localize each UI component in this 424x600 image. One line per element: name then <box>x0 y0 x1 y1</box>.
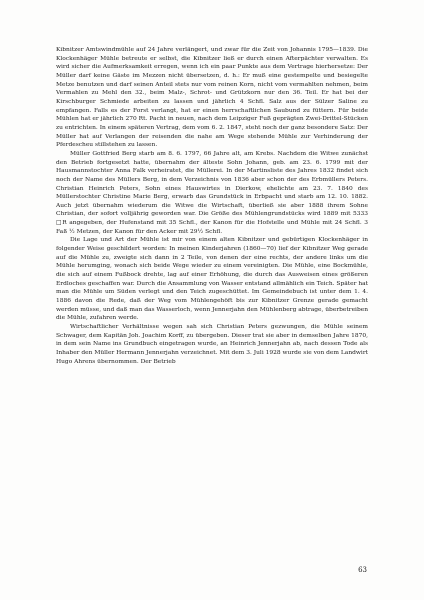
paragraph-4: Wirtschaftlicher Verhältnisse wegen sah sich Christian Peters gezwungen, die Mühle seinem Schwager, dem Kapitän Joh. Joachim Korff, zu übergeben. Dieser trat sie aber in demselben Jahre 1870, in dem sein Name ins Grundbuch eingetragen wurde, an Heinrich Jennerjahn ab, nach dessen Tode als Inhaber den Müller Hermann Jennerjahn verzeichnet. Mit dem 3. Juli 1928 wurde sie von dem Landwirt Hugo Ahrens übernommen. Der Betrieb <box>56 324 368 365</box>
paragraph-3: Die Lage und Art der Mühle ist mir von einem alten Kibnitzer und gebürtigen Klockenhäger in folgender Weise geschildert worden: In meinen Kinderjahren (1860—70) lief der Kibnitzer Weg gerade auf die Mühle zu, zweigte sich dann in 2 Teile, von denen der eine rechts, der andere links um die Mühle herumging, wonach sich beide Wege wieder zu einem vereinigten. Die Mühle, eine Bockmühle, die sich auf einem Fußbock drehte, lag auf einer Erhöhung, die durch das Ausweisen eines größeren Erdloches geschaffen war. Durch die Ansammlung von Wasser entstand allmählich ein Teich. Später hat man die Mühle um Süden verlegt und den Teich zugeschüttet. Im Gemeindebuch ist unter dem 1. 4. 1886 davon die Rede, daß der Weg vom Mühlengehöft bis zur Kibnitzer Grenze gerade gemacht werden müsse, und daß man das Wasserloch, wenn Jennerjahn den Mühlenberg abtrage, überbetreiben die Mühle, zufahren werde. <box>56 237 368 322</box>
body-text <box>56 46 368 366</box>
page-number: 63 <box>358 566 367 574</box>
paragraph-1: Kibnitzer Amtswindmühle auf 24 Jahre verlängert, und zwar für die Zeit von Johannis 1795—1839. Die Klockenhäger Mühle betreute er selbst, die Kibnitzer ließ er durch einen Afterpächter verwalten. Es wird sicher die Aufmerksamkeit erregen, wenn ich ein paar Punkte aus dem Vertrage hierhersetze: Der Müller darf keine Gäste im Mezzen nicht übersetzen, d. h.: Er muß eine gestempelte und besiegelte Metze benutzen und darf seinen Anteil stets nur vom reinen Korn, nicht vom vermahlten nehmen, beim Vermahlen zu Mehl den 32., beim Malz-, Schrot- und Grützkorn nur den 36. Teil. Er hat bei der Kirschburger Schmiede arbeiten zu lassen und jährlich 4 Schfl. Salz aus der Sülzer Saline zu empfangen. Falls es der Forst verlangt, hat er einen herrschaftlichen Saubund zu füttern. Für beide Mühlen hat er jährlich 270 Rt. Pacht in neuen, nach dem Leipziger Fuß geprägten Zwei-Drittel-Stücken zu entrichten. In einem späteren Vertrag, dem vom 6. 2. 1847, steht noch der ganz besondere Satz: Der Müller hat auf Verlangen der reisenden die nahe am Wege stehende Mühle zur Verhinderung der Pferdescheu stillstehen zu lassen. <box>56 47 368 149</box>
paragraph-2: Müller Gottfried Berg starb am 8. 6. 1797, 66 Jahre alt, am Krebs. Nachdem die Witwe zunächst den Betrieb fortgesetzt hatte, übernahm der älteste Sohn Johann, geb. am 23. 6. 1799 mit der Hausmannstochter Anna Falk verheiratet, die Müllerei. In der Martinsliste des Jahres 1832 findet sich noch der Name des Müllers Berg, in dem Verzeichnis von 1836 aber schon der des Erbmüllers Peters. Christian Heinrich Peters, Sohn eines Hauswirtes in Dierkow, ehelichte am 23. 7. 1840 des Müllerstochter Christine Marie Berg, erwarb das Grundstück in Erbpacht und starb am 12. 10. 1882. Auch jetzt übernahm wiederum die Witwe die Wirtschaft, überließ sie aber 1888 ihrem Sohne Christian, der sofort volljährig geworden war. Die Größe des Mühlengrundstücks wird 1889 mit 5333 □R angegeben, der Hufenstand mit 35 Schfl., der Kanon für die Hofstelle und Mühle mit 24 Schfl. 3 Faß ½ Metzen, der Kanon für den Acker mit 29½ Schfl. <box>56 150 368 235</box>
